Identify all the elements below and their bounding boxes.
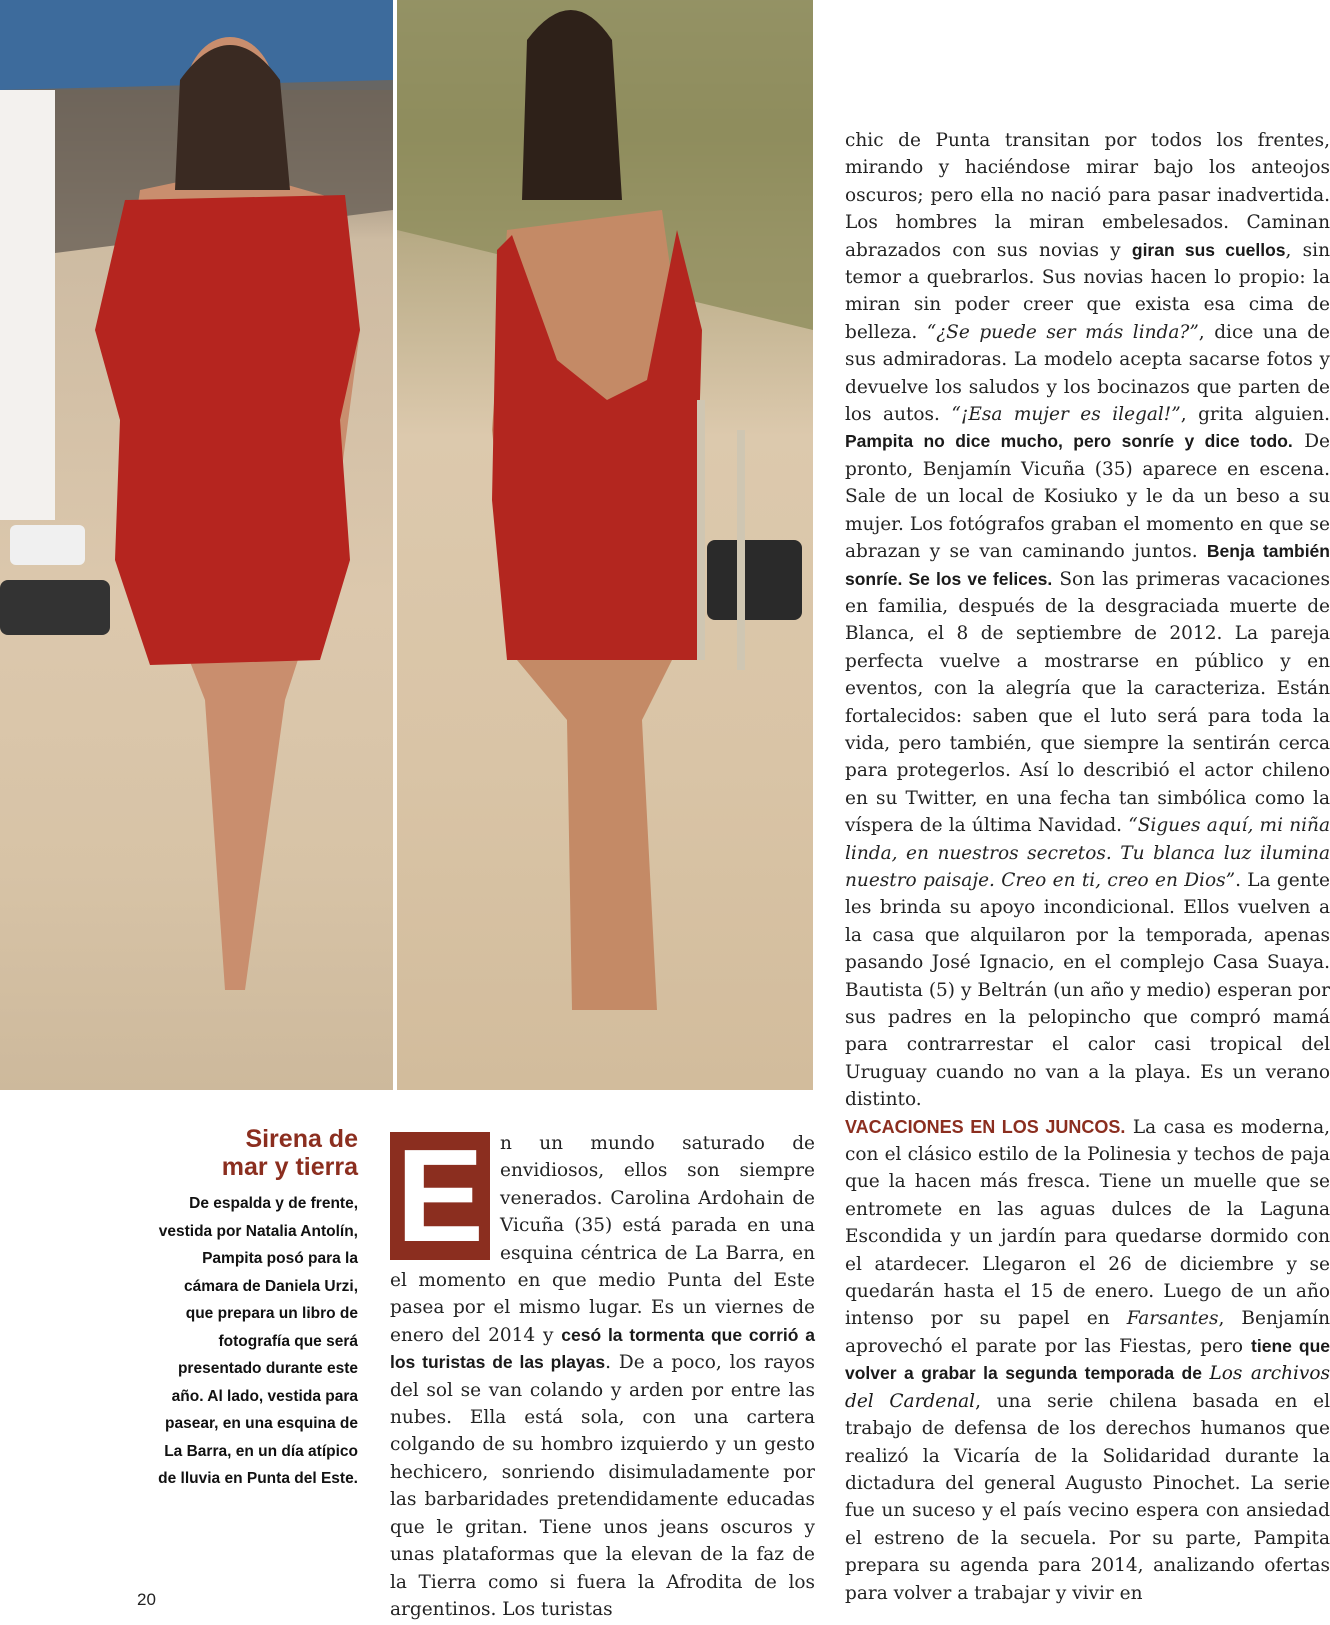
bold-run: Benja también sonríe. Se los ve felices. <box>845 541 1330 589</box>
text-run: chic de Punta transitan por todos los frentes, mirando y haciéndose mirar bajo los anteojos oscuros; pero ella no nació para pasar inadvertida. Los hombres la miran embelesados. Caminan abrazados con sus novias y <box>845 130 1330 261</box>
text-run: , una serie chilena basada en el trabajo de defensa de los derechos humanos que realizó la Vicaría de la Solidaridad durante la dictadura del general Augusto Pinochet. La serie fue un suceso y el país vecino espera con ansiedad el estreno de la secuela. Por su parte, Pampita prepara su agenda para 2014, analizando ofertas para volver a trabajar y vivir en <box>845 1390 1330 1604</box>
article-column-middle <box>390 1122 815 1623</box>
photo-front <box>0 0 393 1090</box>
photo-divider <box>0 1090 813 1094</box>
text-run: , grita alguien. <box>1180 404 1330 426</box>
caption-text: De espalda y de frente, vestida por Natalia Antolín, Pampita posó para la cámara de Daniela Urzi, que prepara un libro de fotografía que será presentado durante este año. Al lado, vestida para pasear, en una esquina de La Barra, en un día atípico de lluvia en Punta del Este. <box>158 1195 358 1487</box>
bold-run: cesó la tormenta que corrió a los turistas de las playas <box>390 1324 815 1373</box>
text-run: . La gente les brinda su apoyo incondicional. Ellos vuelven a la casa que alquilaron por la temporada, apenas pasando José Ignacio, en el complejo Casa Suaya. Bautista (5) y Beltrán (un año y medio) esperan por sus padres en la pelopincho que compró mamá para contrarrestar el calor casi tropical del Uruguay cuando no van a la playa. Es un verano distinto. <box>845 869 1330 1111</box>
page-number: 20 <box>137 1590 156 1609</box>
title-run: Farsantes <box>1126 1308 1219 1330</box>
quote-run: “¡Esa mujer es ilegal!” <box>951 404 1181 426</box>
section-subhead: VACACIONES EN LOS JUNCOS. <box>845 1116 1126 1137</box>
article-column-right <box>845 127 1330 1607</box>
photo-back <box>397 0 813 1090</box>
caption-title-line1: Sirena de <box>245 1125 358 1153</box>
text-run: De pronto, Benjamín Vicuña (35) aparece en escena. Sale de un local de Kosiuko y le da un beso a su mujer. Los fotógrafos graban el momento en que se abrazan y se van caminando juntos. <box>845 431 1330 563</box>
text-run: Son las primeras vacaciones en familia, después de la desgraciada muerte de Blanca, el 8 de septiembre de 2012. La pareja perfecta vuelve a mostrarse en público y en eventos, con la alegría que la caracteriza. Están fortalecidos: saben que el luto será para toda la vida, pero también, que siempre la sentirán cerca para protegerlos. Así lo describió el actor chileno en su Twitter, en una fecha tan simbólica como la víspera de la última Navidad. <box>845 568 1330 837</box>
quote-run: “¿Se puede ser más linda?” <box>926 321 1199 343</box>
quote-run: “Sigues aquí, mi niña linda, en nuestros secretos. Tu blanca luz ilumina nuestro paisaje. Creo en ti, creo en Dios” <box>845 815 1330 891</box>
text-run: , dice una de sus admiradoras. La modelo acepta sacarse fotos y devuelve los saludos y los bocinazos que parten de los autos. <box>845 321 1330 426</box>
photo-back-illustration <box>397 0 813 1090</box>
bold-run: tiene que volver a grabar la segunda temporada de <box>845 1335 1330 1384</box>
text-run: , Benjamín aprovechó el parate por las Fiestas, pero <box>845 1308 1330 1357</box>
bold-run: Pampita no dice mucho, pero sonríe y dice todo. <box>845 431 1293 452</box>
title-run: Los archivos del Cardenal <box>845 1363 1330 1412</box>
photo-front-illustration <box>0 0 393 1090</box>
text-run: n un mundo saturado de envidiosos, ellos son siempre venerados. Carolina Ardohain de Vicuña (35) está parada en una esquina céntrica de La Barra, en el momento en que medio Punta del Este pasea por el mismo lugar. Es un viernes de enero del 2014 y <box>390 1133 815 1346</box>
dropcap: E <box>390 1132 490 1260</box>
caption-title <box>180 1125 358 1181</box>
text-run: La casa es moderna, con el clásico estilo de la Polinesia y techos de paja que la hacen más fresca. Tiene un muelle que se entromete en las aguas dulces de la Laguna Escondida y un jardín para quedarse dormido con el atardecer. Llegaron el 26 de diciembre y se quedarán hasta el 15 de enero. Luego de un año intenso por su papel en <box>845 1116 1330 1330</box>
bold-run: giran sus cuellos <box>1131 239 1286 260</box>
text-run: , sin temor a quebrarlos. Sus novias hacen lo propio: la miran sin poder creer que exista esa cima de belleza. <box>845 239 1330 343</box>
text-run: . De a poco, los rayos del sol se van colando y arden por entre las nubes. Ella está sola, con una cartera colgando de su hombro izquierdo y un gesto hechicero, sonriendo disimuladamente por las barbaridades pretendidamente educadas que le gritan. Tiene unos jeans oscuros y unas plataformas que la elevan de la faz de la Tierra como si fuera la Afrodita de los argentinos. Los turistas <box>390 1352 815 1620</box>
caption-title-line2: mar y tierra <box>221 1153 358 1181</box>
